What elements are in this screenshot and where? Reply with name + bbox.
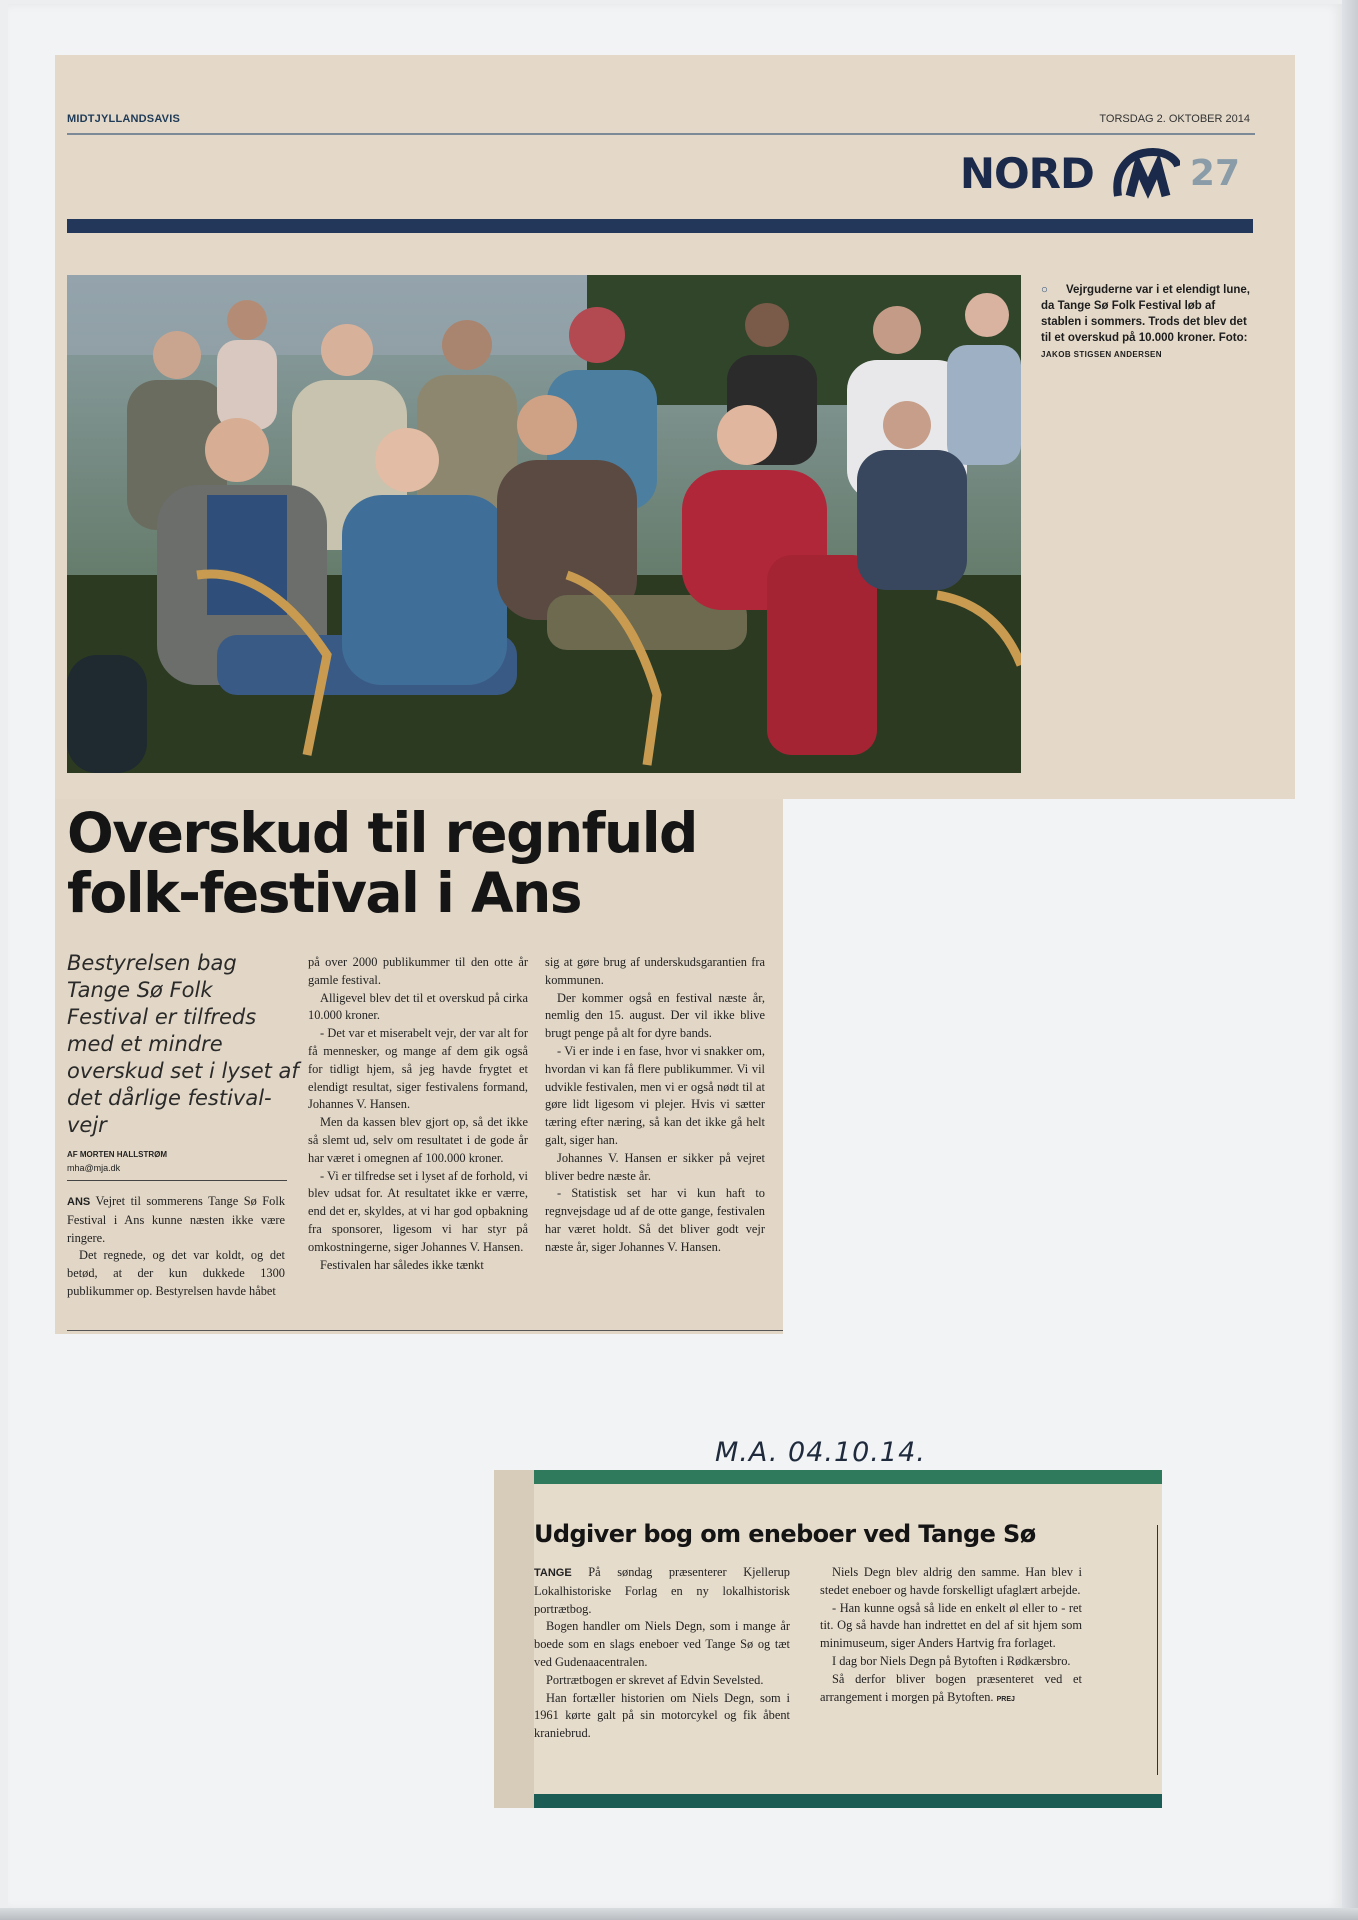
paragraph: Så derfor bliver bogen præsenteret ved et arrangement i morgen på Bytoften. <box>820 1671 1082 1704</box>
paragraph: på over 2000 publikummer til den otte år gamle festival. <box>308 955 528 987</box>
caption-text: Vejrguderne var i et elendigt lune, da Tange Sø Folk Festival løb af stablen i sommers. Trods det blev det til et overskud på 10.000 kroner. Foto: <box>1041 284 1251 344</box>
article-column-2 <box>308 954 528 1274</box>
secondary-column-2 <box>820 1564 1082 1708</box>
paragraph: Portrætbogen er skrevet af Edvin Sevelsted. <box>546 1672 764 1687</box>
bottom-strip <box>0 1908 1358 1920</box>
paragraph: Festivalen har således ikke tænkt <box>320 1257 484 1272</box>
paragraph: Johannes V. Hansen er sikker på vejret bliver bedre næste år. <box>545 1150 765 1183</box>
author-signature: PREJ <box>996 1695 1015 1703</box>
paragraph: - Vi er inde i en fase, hvor vi snakker om, hvordan vi kan få flere publikummer. Vi vil udvikle festivalen, men vi er også nødt til at gøre lidt ligesom vi plejer. Hvis vi sætter tæring efter næring, så kan det ikke gå helt galt, siger han. <box>545 1043 765 1147</box>
secondary-column-1 <box>534 1564 790 1743</box>
article-column-1 <box>67 1193 285 1301</box>
dateline: TANGE <box>534 1567 572 1579</box>
section-name: NORD <box>959 148 1094 198</box>
newspaper-clipping-secondary <box>494 1470 1162 1808</box>
byline-rule <box>67 1180 287 1181</box>
page-edge <box>1342 0 1358 1920</box>
secondary-headline: Udgiver bog om eneboer ved Tange Sø <box>534 1520 1036 1548</box>
paragraph: - Det var et miserabelt vejr, der var alt for få mennesker, og mange af dem gik også for tidligt hjem, så jeg havde frygtet et elendigt resultat, siger festivalens formand, Johannes V. Hansen. <box>308 1026 528 1112</box>
paragraph: Vejret til sommerens Tange Sø Folk Festival i Ans kunne næsten ikke være ringere. <box>67 1194 286 1245</box>
paragraph: Det regnede, og det var koldt, og det betød, at der kun dukkede 1300 publikummer op. Bestyrelsen havde håbet <box>67 1248 285 1298</box>
m-logo-icon <box>1108 146 1180 200</box>
paragraph: - Vi er tilfredse set i lyset af de forhold, vi blev udsat for. At resultatet ikke er værre, end det er, skyldes, at vi har god opbakning fra sponsorer, ligesom vi har styr på omkostningerne, siger Johannes V. Hansen. <box>308 1168 528 1254</box>
green-bottom-bar <box>534 1794 1162 1808</box>
paragraph: - Statistisk set har vi kun haft to regnvejsdage ud af de otte gange, festivalen har været holdt. Så det bliver godt vejr næste år, siger Johannes V. Hansen. <box>545 1186 765 1254</box>
column-rule <box>1157 1525 1158 1775</box>
paragraph: Han fortæller historien om Niels Degn, som i 1961 kørte galt på sin motorcykel og fik åbent kraniebrud. <box>534 1690 790 1741</box>
photo-caption <box>1041 282 1253 363</box>
section-header <box>960 143 1240 203</box>
article-headline: Overskud til regnfuld folk-festival i Ans <box>67 801 697 925</box>
issue-date: TORSDAG 2. OKTOBER 2014 <box>1099 113 1250 125</box>
paragraph: Men da kassen blev gjort op, så det ikke så slemt ud, selv om resultatet i de gode år har været i omegnen af 100.000 kroner. <box>308 1115 528 1165</box>
article-standfirst: Bestyrelsen bag Tange Sø Folk Festival er tilfreds med et mindre overskud set i lyset af det dårlige festival-vejr <box>67 951 299 1137</box>
handwritten-date-note: M.A. 04.10.14. <box>715 1437 926 1468</box>
article-layer <box>55 0 783 1340</box>
paragraph: sig at gøre brug af underskudsgarantien fra kommunen. <box>545 955 765 987</box>
article-bottom-rule <box>67 1330 783 1331</box>
green-top-bar <box>534 1470 1162 1484</box>
byline: AF MORTEN HALLSTRØM <box>67 1150 167 1159</box>
article-column-3 <box>545 954 765 1257</box>
photo-credit: JAKOB STIGSEN ANDERSEN <box>1041 350 1162 359</box>
paragraph: - Han kunne også så lide en enkelt øl eller to - ret tit. Og så havde han indrettet en del af sit hjem som minimuseum, siger Anders Hartvig fra forlaget. <box>820 1600 1082 1651</box>
clipping-margin <box>494 1470 534 1808</box>
dateline: ANS <box>67 1196 91 1208</box>
paragraph: På søndag præsenterer Kjellerup Lokalhistoriske Forlag en ny lokalhistorisk portrætbog. <box>534 1565 790 1616</box>
paragraph: Alligevel blev det til et overskud på cirka 10.000 kroner. <box>308 990 528 1023</box>
newspaper-name: MIDTJYLLANDSAVIS <box>67 113 181 125</box>
caption-bullet-icon: ○ <box>1041 284 1048 296</box>
byline-email: mha@mja.dk <box>67 1163 121 1173</box>
page-number: 27 <box>1189 152 1240 194</box>
paragraph: Bogen handler om Niels Degn, som i mange år boede som en slags eneboer ved Tange Sø og tæt ved Gudenaacentralen. <box>534 1619 790 1669</box>
paragraph: Der kommer også en festival næste år, nemlig den 15. august. Der vil ikke blive brugt penge på alt for dyre bands. <box>545 990 765 1041</box>
paragraph: Niels Degn blev aldrig den samme. Han blev i stedet eneboer og havde forskelligt ufaglært arbejde. <box>820 1565 1082 1597</box>
paragraph: I dag bor Niels Degn på Bytoften i Rødkærsbro. <box>832 1653 1071 1668</box>
